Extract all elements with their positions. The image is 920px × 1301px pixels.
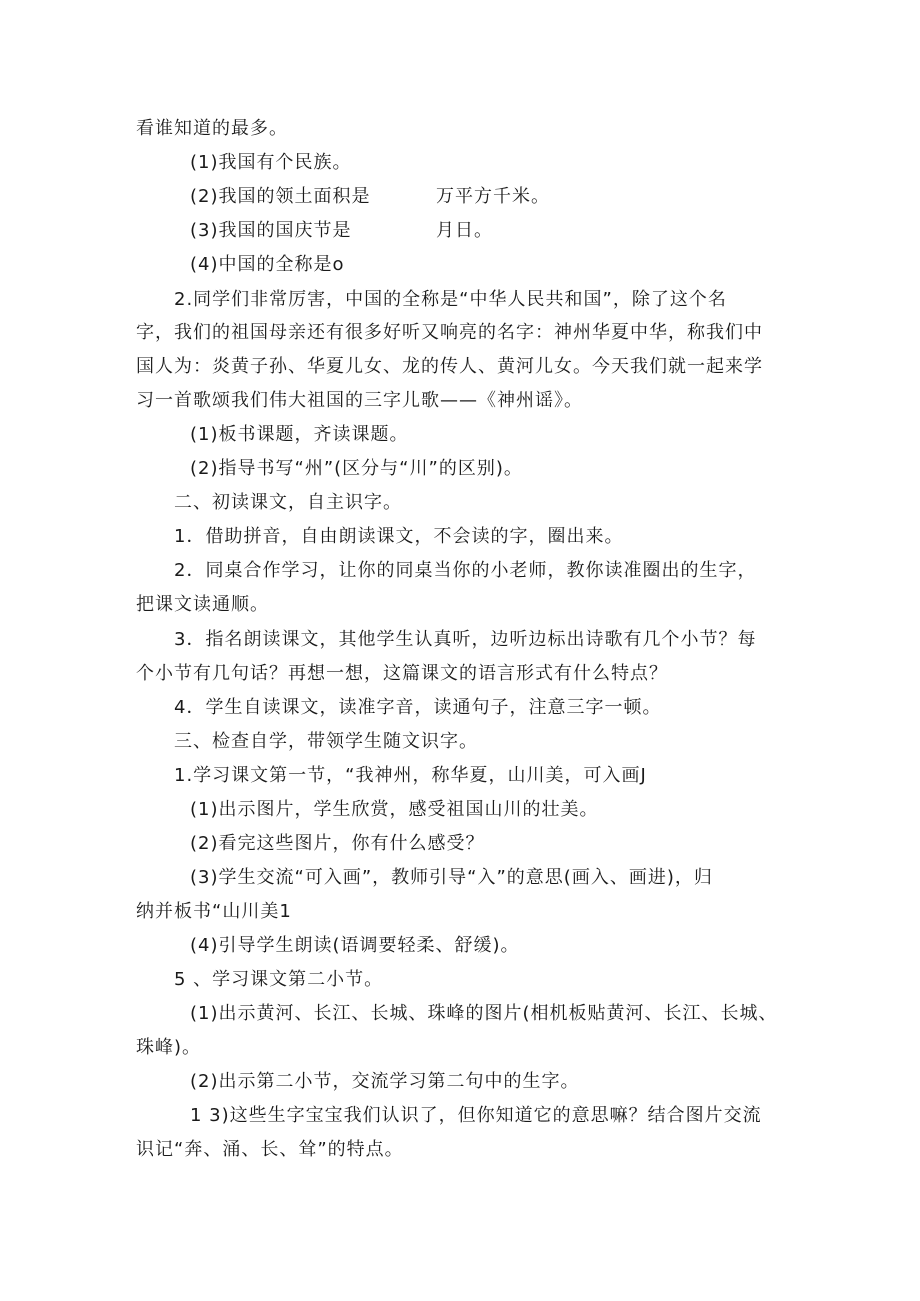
text-line: 2．同桌合作学习，让你的同桌当你的小老师，教你读准圈出的生字，	[174, 560, 757, 581]
text-line: 1.学习课文第一节，“我神州，称华夏，山川美，可入画J	[174, 765, 647, 786]
text-line: 3．指名朗读课文，其他学生认真听，边听边标出诗歌有几个小节？每	[174, 629, 757, 650]
text-line: (3)学生交流“可入画”，教师引导“入”的意思(画入、画进)，归	[190, 867, 713, 888]
text-line: 2.同学们非常厉害，中国的全称是“中华人民共和国”，除了这个名	[174, 289, 727, 310]
text-line: 字，我们的祖国母亲还有很多好听又响亮的名字：神州华夏中华，称我们中	[136, 322, 763, 343]
text-line: (1)我国有个民族。	[190, 152, 352, 173]
text-line: (2)出示第二小节，交流学习第二句中的生字。	[190, 1071, 580, 1092]
text-line: (2)我国的领土面积是	[190, 186, 371, 207]
text-line: 4．学生自读课文，读准字音，读通句子，注意三字一顿。	[174, 697, 662, 718]
text-line: (2)指导书写“州”(区分与“川”的区别)。	[190, 458, 523, 479]
text-line: 5 、学习课文第二小节。	[174, 969, 384, 990]
text-line: 个小节有几句话？再想一想，这篇课文的语言形式有什么特点？	[136, 663, 668, 684]
text-line: 二、初读课文，自主识字。	[174, 492, 402, 513]
text-line: (1)出示黄河、长江、长城、珠峰的图片(相机板贴黄河、长江、长城、	[190, 1003, 778, 1024]
text-line: 习一首歌颂我们伟大祖国的三字儿歌——《神州谣》。	[136, 390, 583, 411]
text-line: (4)引导学生朗读(语调要轻柔、舒缓)。	[190, 935, 520, 956]
text-line: (4)中国的全称是o	[190, 254, 345, 275]
text-line: 万平方千米。	[436, 186, 550, 207]
text-line: 1 3)这些生字宝宝我们认识了，但你知道它的意思嘛？结合图片交流	[190, 1105, 762, 1126]
text-line: 纳并板书“山川美1	[136, 901, 292, 922]
text-line: (1)板书课题，齐读课题。	[190, 424, 409, 445]
text-line: 珠峰)。	[136, 1037, 202, 1058]
text-line: (3)我国的国庆节是	[190, 220, 352, 241]
text-line: 看谁知道的最多。	[136, 118, 288, 139]
text-line: 把课文读通顺。	[136, 594, 269, 615]
text-line: 月日。	[436, 220, 493, 241]
text-line: 识记“奔、涌、长、耸”的特点。	[136, 1139, 404, 1160]
text-line: (1)出示图片，学生欣赏，感受祖国山川的壮美。	[190, 799, 599, 820]
text-line: 国人为：炎黄子孙、华夏儿女、龙的传人、黄河儿女。今天我们就一起来学	[136, 356, 763, 377]
text-line: 1．借助拼音，自由朗读课文，不会读的字，圈出来。	[174, 526, 624, 547]
text-line: (2)看完这些图片，你有什么感受？	[190, 833, 485, 854]
text-line: 三、检查自学，带领学生随文识字。	[174, 731, 478, 752]
